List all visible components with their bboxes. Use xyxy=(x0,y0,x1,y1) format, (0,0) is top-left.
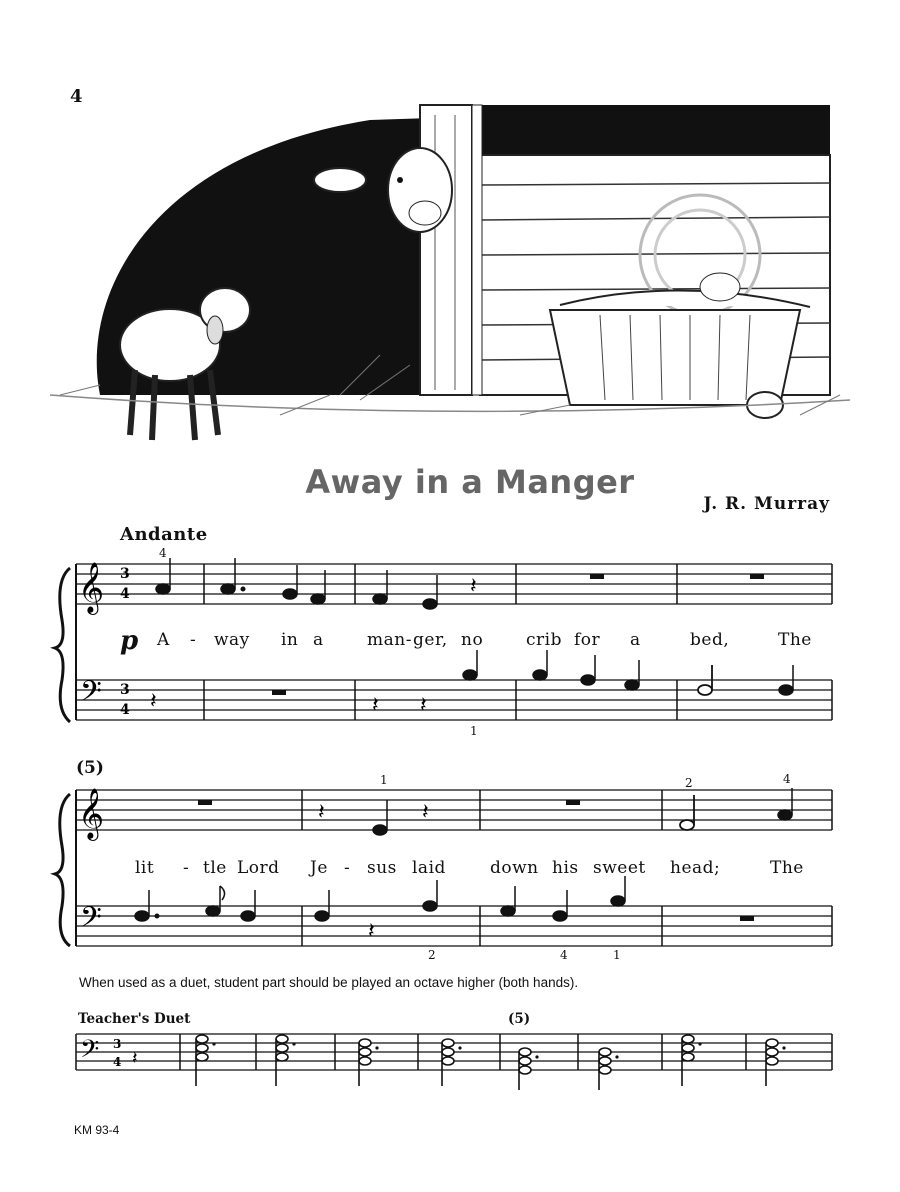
lyric: A xyxy=(157,630,170,650)
lyric: crib xyxy=(526,630,562,650)
lyric: down xyxy=(490,858,539,878)
lyric: way xyxy=(214,630,250,650)
fingering: 4 xyxy=(159,546,167,560)
lyric: for xyxy=(574,630,601,650)
lyric: his xyxy=(552,858,579,878)
svg-text:𝄽: 𝄽 xyxy=(368,919,375,944)
lyric: Je xyxy=(310,858,328,878)
fingering: 1 xyxy=(380,773,388,787)
lyric: bed, xyxy=(690,630,730,650)
measure-number: (5) xyxy=(508,1011,531,1027)
svg-text:𝄽: 𝄽 xyxy=(318,800,325,825)
lyric: lit xyxy=(135,858,155,878)
lyric: no xyxy=(461,630,484,650)
fingering: 4 xyxy=(560,948,568,962)
svg-text:𝄽: 𝄽 xyxy=(422,800,429,825)
svg-text:4: 4 xyxy=(120,702,130,718)
dynamic-piano: p xyxy=(120,626,139,656)
duet-instructions: When used as a duet, student part should be played an octave higher (both hands). xyxy=(79,975,579,990)
lyric: in xyxy=(281,630,299,650)
fingering: 2 xyxy=(428,948,436,962)
lyric: ger, xyxy=(413,630,448,650)
svg-text:3: 3 xyxy=(113,1037,122,1051)
svg-text:𝄢: 𝄢 xyxy=(80,675,102,715)
lyric: - xyxy=(344,858,351,878)
svg-text:𝄽: 𝄽 xyxy=(470,574,477,599)
fingering: 4 xyxy=(783,772,791,786)
ts-top-1: 3 xyxy=(120,566,130,582)
fingering: 2 xyxy=(685,776,693,790)
svg-text:𝄞: 𝄞 xyxy=(78,562,105,613)
svg-text:𝄽: 𝄽 xyxy=(372,693,379,718)
fingering: 1 xyxy=(613,948,621,962)
lyric: head; xyxy=(670,858,721,878)
svg-text:3: 3 xyxy=(120,682,130,698)
svg-text:𝄢: 𝄢 xyxy=(80,901,102,941)
song-title: Away in a Manger xyxy=(305,463,635,501)
measure-number: (5) xyxy=(76,758,104,778)
catalog-number: KM 93-4 xyxy=(74,1123,120,1137)
lyric: sweet xyxy=(593,858,646,878)
lyric: The xyxy=(778,630,812,650)
lyric: a xyxy=(313,630,324,650)
svg-text:𝄽: 𝄽 xyxy=(420,693,427,718)
lyric: man- xyxy=(367,630,412,650)
lyric: sus xyxy=(367,858,397,878)
teacher-duet-label: Teacher's Duet xyxy=(78,1011,191,1027)
fingering: 1 xyxy=(470,724,478,738)
lyric: - xyxy=(190,630,197,650)
svg-text:𝄽: 𝄽 xyxy=(132,1048,138,1069)
lyric: Lord xyxy=(237,858,280,878)
svg-text:4: 4 xyxy=(113,1055,122,1069)
lyric: - xyxy=(183,858,190,878)
page-number: 4 xyxy=(70,86,83,107)
svg-text:𝄞: 𝄞 xyxy=(78,788,105,839)
lyric: laid xyxy=(412,858,446,878)
lyric: The xyxy=(770,858,804,878)
svg-text:𝄢: 𝄢 xyxy=(80,1035,100,1070)
lyric: tle xyxy=(203,858,227,878)
tempo-marking: Andante xyxy=(120,524,208,545)
composer-name: J. R. Murray xyxy=(703,494,830,514)
lyric: a xyxy=(630,630,641,650)
svg-text:4: 4 xyxy=(120,586,130,602)
svg-text:𝄽: 𝄽 xyxy=(150,689,157,714)
